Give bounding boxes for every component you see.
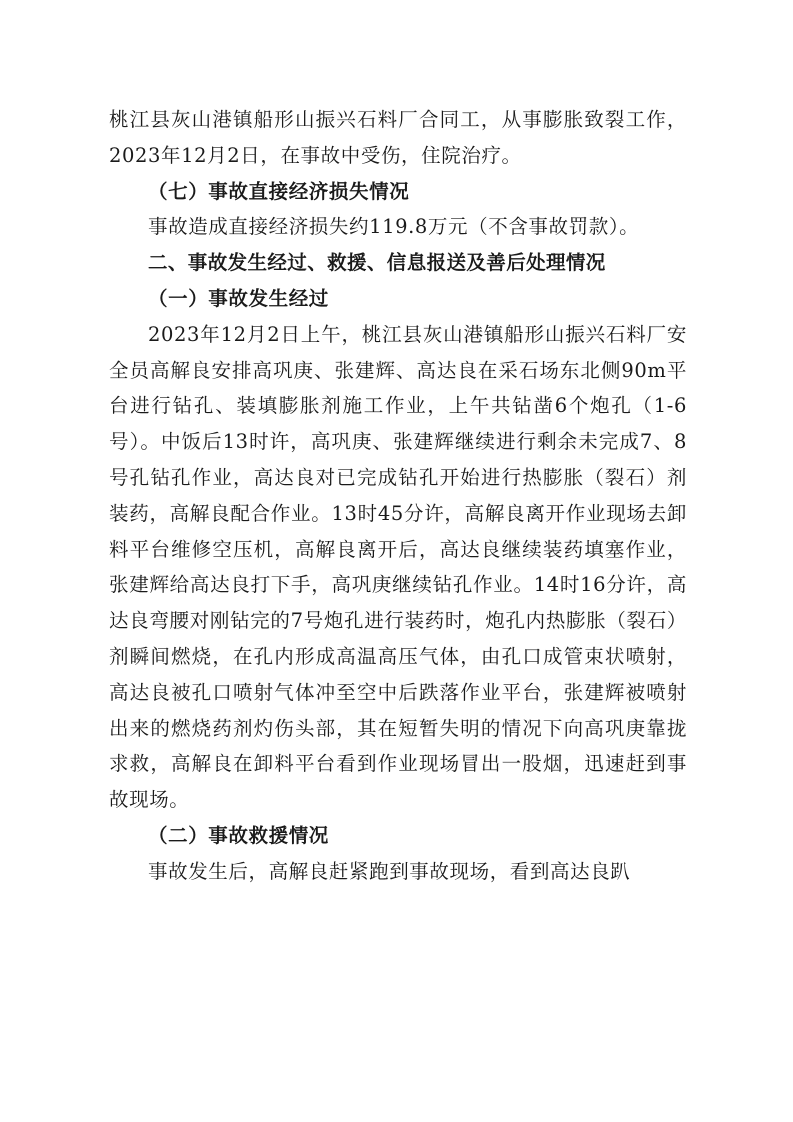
section-7-text: 事故造成直接经济损失约119.8万元（不含事故罚款）。 [148,215,640,239]
section-7-heading: （七）事故直接经济损失情况 [148,179,410,203]
subsection-1-heading: （一）事故发生经过 [148,286,329,310]
document-page [109,102,687,890]
intro-paragraph: 桃江县灰山港镇船形山振兴石料厂合同工，从事膨胀致裂工作，2023年12月2日，在事故中受伤，住院治疗。 [109,108,687,167]
subsection-2-heading: （二）事故救援情况 [148,823,329,847]
chapter-2-heading: 二、事故发生经过、救援、信息报送及善后处理情况 [148,251,606,275]
subsection-1-text: 2023年12月2日上午，桃江县灰山港镇船形山振兴石料厂安全员高解良安排高巩庚、张建辉、高达良在采石场东北侧90m平台进行钻孔、装填膨胀剂施工作业，上午共钻凿6个炮孔（1-6号）。中饭后13时许，高巩庚、张建辉继续进行剩余未完成7、8号孔钻孔作业，高达良对已完成钻孔开始进行热膨胀（裂石）剂装药，高解良配合作业。13时45分许，高解良离开作业现场去卸料平台维修空压机，高解良离开后，高达良继续装药填塞作业，张建辉给高达良打下手，高巩庚继续钻孔作业。14时16分许，高达良弯腰对刚钻完的7号炮孔进行装药时，炮孔内热膨胀（裂石）剂瞬间燃烧，在孔内形成高温高压气体，由孔口成管束状喷射，高达良被孔口喷射气体冲至空中后跌落作业平台，张建辉被喷射出来的燃烧药剂灼伤头部，其在短暂失明的情况下向高巩庚靠拢求救，高解良在卸料平台看到作业现场冒出一股烟，迅速赶到事故现场。 [109,322,687,812]
subsection-2-text: 事故发生后，高解良赶紧跑到事故现场，看到高达良趴 [148,859,631,883]
